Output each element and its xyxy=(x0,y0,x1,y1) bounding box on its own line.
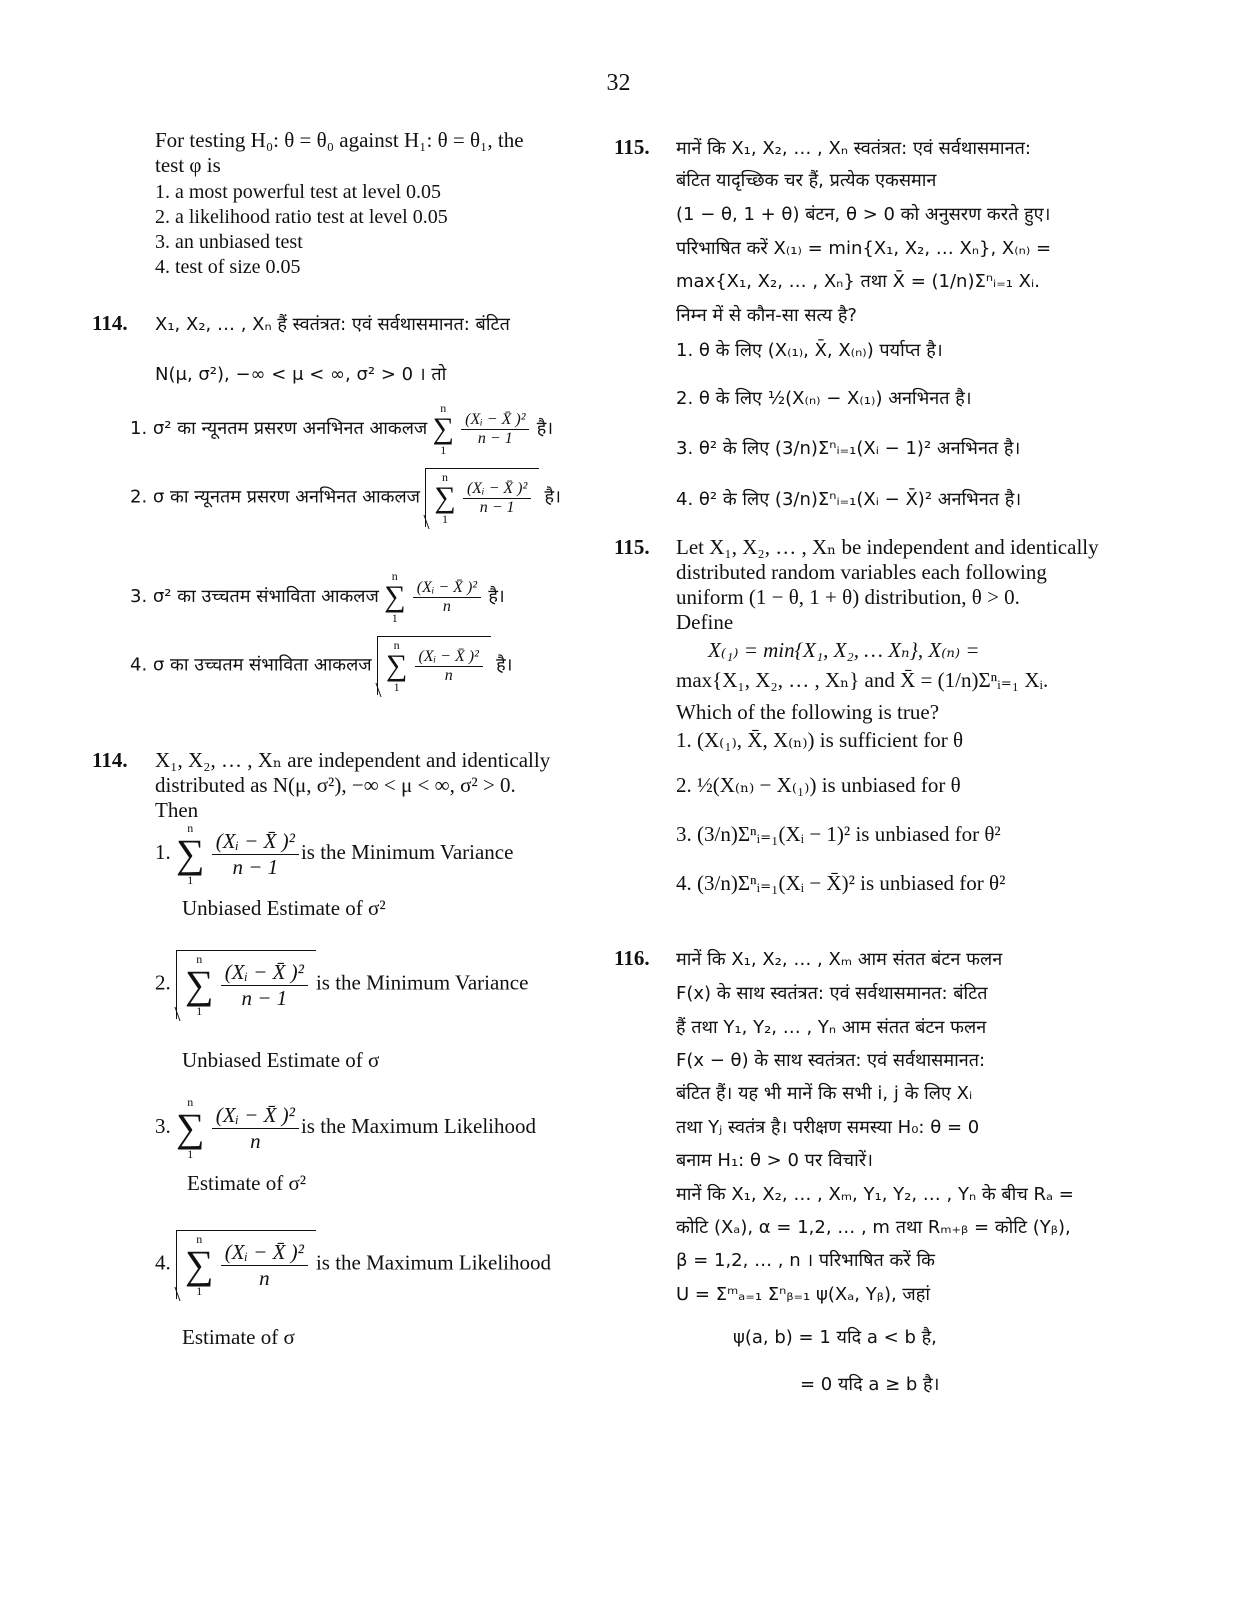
q114-en-option-1-tail: Unbiased Estimate of σ² xyxy=(182,896,386,920)
q115-en-line-1: Let X₁, X₂, … , Xₙ be independent and identically xyxy=(676,535,1099,559)
q116-line-11: U = Σᵐₐ₌₁ Σⁿᵦ₌₁ ψ(Xₐ, Yᵦ), जहां xyxy=(676,1284,930,1305)
option-text: 4. σ का उच्चतम संभाविता आकलज xyxy=(130,654,372,676)
option-suffix: है। xyxy=(496,654,513,676)
option-text: 1. σ² का न्यूनतम प्रसरण अनभिनत आकलज xyxy=(130,417,428,439)
question-number: 115. xyxy=(614,535,650,559)
question-number: 114. xyxy=(92,748,128,772)
square-root: n ∑ 1 $\frac{\text{(Xᵢ − X̄ )²}}{n - 1}$ xyxy=(176,950,316,1019)
q114-en-stem-line1: X₁, X₂, … , Xₙ are independent and identically xyxy=(155,748,551,772)
q114-en-option-2 xyxy=(155,950,528,1019)
q116-line-4: F(x − θ) के साथ स्वतंत्रत: एवं सर्वथासमानत: xyxy=(676,1050,986,1071)
q116-line-1: मानें कि X₁, X₂, … , Xₘ आम संतत बंटन फलन xyxy=(676,949,1003,970)
q115-hi-line-2: बंटित यादृच्छिक चर हैं, प्रत्येक एकसमान xyxy=(676,170,937,191)
option-suffix: है। xyxy=(544,486,561,508)
q115-hi-line-1: मानें कि X₁, X₂, … , Xₙ स्वतंत्रत: एवं सर्वथासमानत: xyxy=(676,138,1031,159)
q116-line-6: तथा Yⱼ स्वतंत्र है। परीक्षण समस्या H₀: θ = 0 xyxy=(676,1117,980,1138)
q116-line-7: बनाम H₁: θ > 0 पर विचारें। xyxy=(676,1150,873,1171)
option-text: is the Maximum Likelihood xyxy=(300,1113,537,1138)
q114-en-option-4 xyxy=(155,1230,551,1299)
q115-hi-option-4: 4. θ² के लिए (3/n)Σⁿᵢ₌₁(Xᵢ − X̄)² अनभिनत है। xyxy=(676,489,1022,510)
option-label: 3. xyxy=(155,1113,171,1138)
q116-psi-def-1: ψ(a, b) = 1 यदि a < b है, xyxy=(733,1327,937,1348)
sum-symbol: n ∑ 1 xyxy=(384,569,406,625)
q115-hi-line-4: परिभाषित करें X₍₁₎ = min{X₁, X₂, … Xₙ}, X₍ₙ₎ = xyxy=(676,238,1052,259)
q116-line-8: मानें कि X₁, X₂, … , Xₘ, Y₁, Y₂, … , Yₙ के बीच Rₐ = xyxy=(676,1184,1074,1205)
q113-option-2: 2. a likelihood ratio test at level 0.05 xyxy=(155,206,448,228)
q114-en-option-3-tail: Estimate of σ² xyxy=(187,1171,307,1195)
q114-en-stem-line3: Then xyxy=(155,798,199,822)
q116-psi-def-2: = 0 यदि a ≥ b है। xyxy=(800,1374,940,1395)
option-text: 3. σ² का उच्चतम संभाविता आकलज xyxy=(130,585,379,607)
q115-en-option-4: 4. (3/n)Σⁿᵢ₌₁(Xᵢ − X̄)² is unbiased for θ² xyxy=(676,871,1006,895)
page-number: 32 xyxy=(606,70,631,96)
q115-hi-option-3: 3. θ² के लिए (3/n)Σⁿᵢ₌₁(Xᵢ − 1)² अनभिनत है। xyxy=(676,438,1021,459)
q115-hi-line-6: निम्न में से कौन-सा सत्य है? xyxy=(676,305,857,326)
q116-line-2: F(x) के साथ स्वतंत्रत: एवं सर्वथासमानत: बंटित xyxy=(676,983,988,1004)
option-text: is the Minimum Variance xyxy=(300,839,514,864)
q114-hi-option-1 xyxy=(130,402,553,456)
sum-symbol: n ∑ 1 xyxy=(176,821,205,887)
sum-symbol: n ∑ 1 xyxy=(176,1095,205,1161)
fraction: $\frac{\text{(Xᵢ − X̄ )²}}{n}$ xyxy=(413,579,481,616)
fraction: $\frac{\text{(Xᵢ − X̄ )²}}{n - 1}$ xyxy=(461,411,529,448)
q114-hi-option-4 xyxy=(130,636,513,695)
square-root: n ∑ 1 $\frac{\text{(Xᵢ − X̄ )²}}{n}$ xyxy=(377,636,491,695)
q114-en-option-2-tail: Unbiased Estimate of σ xyxy=(182,1048,380,1072)
question-number: 116. xyxy=(614,946,650,970)
q115-en-line-5: X₍₁₎ = min{X₁, X₂, … Xₙ}, X₍ₙ₎ = xyxy=(708,638,980,662)
option-suffix: है। xyxy=(488,585,505,607)
q116-line-5: बंटित हैं। यह भी मानें कि सभी i, j के लिए Xᵢ xyxy=(676,1083,973,1104)
square-root: n ∑ 1 $\frac{\text{(Xᵢ − X̄ )²}}{n - 1}$ xyxy=(425,468,539,527)
question-number: 114. xyxy=(92,311,128,335)
question-number: 115. xyxy=(614,135,650,159)
q114-en-option-3 xyxy=(155,1096,536,1160)
q115-en-line-7: Which of the following is true? xyxy=(676,700,940,724)
q114-hi-stem-line1: X₁, X₂, … , Xₙ हैं स्वतंत्रत: एवं सर्वथासमानत: बंटित xyxy=(155,314,510,335)
q114-hi-stem-line2: N(μ, σ²), −∞ < μ < ∞, σ² > 0 । तो xyxy=(155,364,447,385)
q114-en-option-1 xyxy=(155,822,513,886)
q113-option-4: 4. test of size 0.05 xyxy=(155,256,301,278)
option-suffix: है। xyxy=(536,417,554,439)
q113-stem-line1: For testing H₀: θ = θ₀ against H₁: θ = θ₁, the xyxy=(155,128,524,152)
q114-hi-option-3 xyxy=(130,570,505,624)
q116-line-3: हैं तथा Y₁, Y₂, … , Yₙ आम संतत बंटन फलन xyxy=(676,1017,987,1038)
q114-en-option-4-tail: Estimate of σ xyxy=(182,1325,295,1349)
q115-hi-line-5: max{X₁, X₂, … , Xₙ} तथा X̄ = (1/n)Σⁿᵢ₌₁ Xᵢ. xyxy=(676,271,1040,292)
q115-en-option-2: 2. ½(X₍ₙ₎ − X₍₁₎) is unbiased for θ xyxy=(676,773,961,797)
fraction: $\frac{\text{(Xᵢ − X̄ )²}}{n - 1}$ xyxy=(212,829,299,880)
q114-en-stem-line2: distributed as N(μ, σ²), −∞ < μ < ∞, σ² > 0. xyxy=(155,773,516,797)
q115-en-line-4: Define xyxy=(676,610,734,634)
q114-hi-option-2 xyxy=(130,468,561,527)
q116-line-10: β = 1,2, … , n । परिभाषित करें कि xyxy=(676,1250,935,1271)
q113-option-1: 1. a most powerful test at level 0.05 xyxy=(155,181,442,203)
q113-option-3: 3. an unbiased test xyxy=(155,231,303,253)
option-text: is the Maximum Likelihood xyxy=(315,1250,552,1275)
q113-stem-line2: test φ is xyxy=(155,153,221,177)
q116-line-9: कोटि (Xₐ), α = 1,2, … , m तथा Rₘ₊ᵦ = कोटि (Yᵦ), xyxy=(676,1217,1071,1238)
option-label: 2. xyxy=(155,970,171,995)
q115-en-line-3: uniform (1 − θ, 1 + θ) distribution, θ > 0. xyxy=(676,585,1020,609)
q115-hi-line-3: (1 − θ, 1 + θ) बंटन, θ > 0 को अनुसरण करते हुए। xyxy=(676,204,1051,225)
q115-en-option-3: 3. (3/n)Σⁿᵢ₌₁(Xᵢ − 1)² is unbiased for θ² xyxy=(676,822,1001,846)
option-label: 4. xyxy=(155,1250,171,1275)
option-text: 2. σ का न्यूनतम प्रसरण अनभिनत आकलज xyxy=(130,486,421,508)
q115-hi-option-2: 2. θ के लिए ½(X₍ₙ₎ − X₍₁₎) अनभिनत है। xyxy=(676,388,972,409)
option-label: 1. xyxy=(155,839,171,864)
q115-hi-option-1: 1. θ के लिए (X₍₁₎, X̄, X₍ₙ₎) पर्याप्त है। xyxy=(676,340,943,361)
option-text: is the Minimum Variance xyxy=(315,970,529,995)
q115-en-line-6: max{X₁, X₂, … , Xₙ} and X̄ = (1/n)Σⁿᵢ₌₁ Xᵢ. xyxy=(676,668,1049,692)
q115-en-option-1: 1. (X₍₁₎, X̄, X₍ₙ₎) is sufficient for θ xyxy=(676,728,963,752)
sum-symbol: n ∑ 1 xyxy=(432,401,454,457)
fraction: $\frac{\text{(Xᵢ − X̄ )²}}{n}$ xyxy=(212,1103,299,1154)
square-root: n ∑ 1 $\frac{\text{(Xᵢ − X̄ )²}}{n}$ xyxy=(176,1230,316,1299)
q115-en-line-2: distributed random variables each following xyxy=(676,560,1047,584)
